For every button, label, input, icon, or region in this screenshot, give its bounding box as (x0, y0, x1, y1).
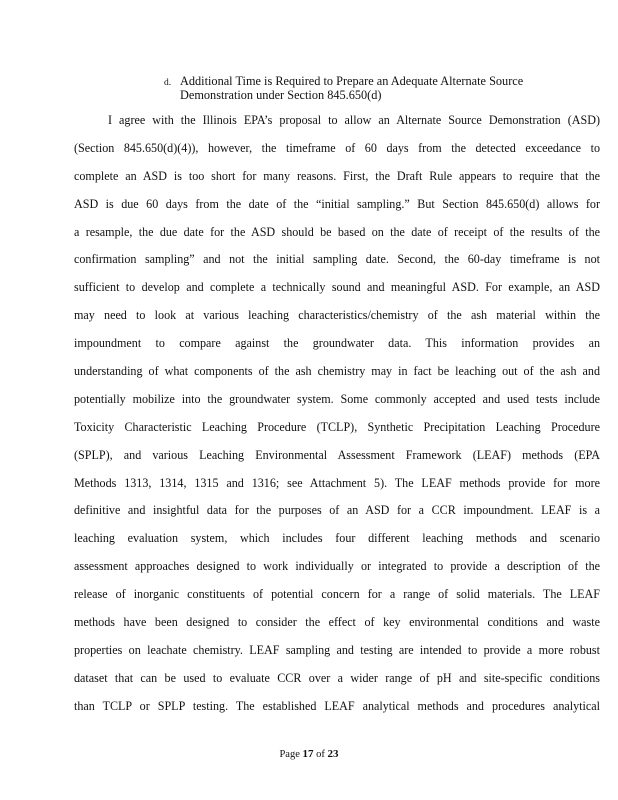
section-marker: d. (164, 78, 172, 88)
page-of-label: of (316, 749, 325, 760)
text-line: leaching evaluation system, which includes four different leaching methods and scenario (74, 531, 600, 546)
text-line: (Section 845.650(d)(4)), however, the timeframe of 60 days from the detected exceedance to (74, 140, 600, 155)
text-line: (SPLP), and various Leaching Environmental Assessment Framework (LEAF) methods (EPA (74, 447, 600, 462)
text-line: potentially mobilize into the groundwater system. Some commonly accepted and used tests include (74, 391, 600, 406)
page-total: 23 (327, 748, 339, 760)
text-line: confirmation sampling” and not the initial sampling date. Second, the 60-day timeframe is not (74, 252, 600, 267)
text-line: than TCLP or SPLP testing. The established LEAF analytical methods and procedures analytical (74, 698, 600, 713)
text-line: ASD is due 60 days from the date of the “initial sampling.” But Section 845.650(d) allows for (74, 196, 600, 211)
text-line: I agree with the Illinois EPA’s proposal to allow an Alternate Source Demonstration (ASD) (108, 113, 600, 127)
text-line: dataset that can be used to evaluate CCR over a wider range of pH and site-specific conditions (74, 670, 600, 685)
text-line: Methods 1313, 1314, 1315 and 1316; see Attachment 5). The LEAF methods provide for more (74, 475, 600, 490)
section-heading (164, 74, 584, 102)
text-line: properties on leachate chemistry. LEAF sampling and testing are intended to provide a more robust (74, 642, 600, 657)
text-line: assessment approaches designed to work individually or integrated to provide a description of the (74, 559, 600, 574)
text-line: complete an ASD is too short for many reasons. First, the Draft Rule appears to require that the (74, 168, 600, 183)
page-number: 17 (302, 748, 314, 760)
page-footer (0, 748, 618, 760)
text-line: may need to look at various leaching characteristics/chemistry of the ash material within the (74, 308, 600, 323)
section-heading-text (180, 74, 584, 102)
text-line: release of inorganic constituents of potential concern for a range of solid materials. The LEAF (74, 587, 600, 602)
section-heading-line-2: Demonstration under Section 845.650(d) (180, 88, 382, 102)
page-label: Page (279, 749, 300, 760)
text-line: definitive and insightful data for the purposes of an ASD for a CCR impoundment. LEAF is a (74, 503, 600, 518)
section-heading-line-1: Additional Time is Required to Prepare an Adequate Alternate Source (180, 74, 524, 88)
text-line: a resample, the due date for the ASD should be based on the date of receipt of the results of the (74, 224, 600, 239)
text-line: impoundment to compare against the groundwater data. This information provides an (74, 336, 600, 351)
text-line: methods have been designed to consider the effect of key environmental conditions and waste (74, 615, 600, 630)
text-line: understanding of what components of the ash chemistry may in fact be leaching out of the ash and (74, 364, 600, 379)
text-line: Toxicity Characteristic Leaching Procedure (TCLP), Synthetic Precipitation Leaching Procedure (74, 419, 600, 434)
body-paragraph (74, 110, 600, 724)
text-line: sufficient to develop and complete a technically sound and meaningful ASD. For example, an ASD (74, 280, 600, 295)
